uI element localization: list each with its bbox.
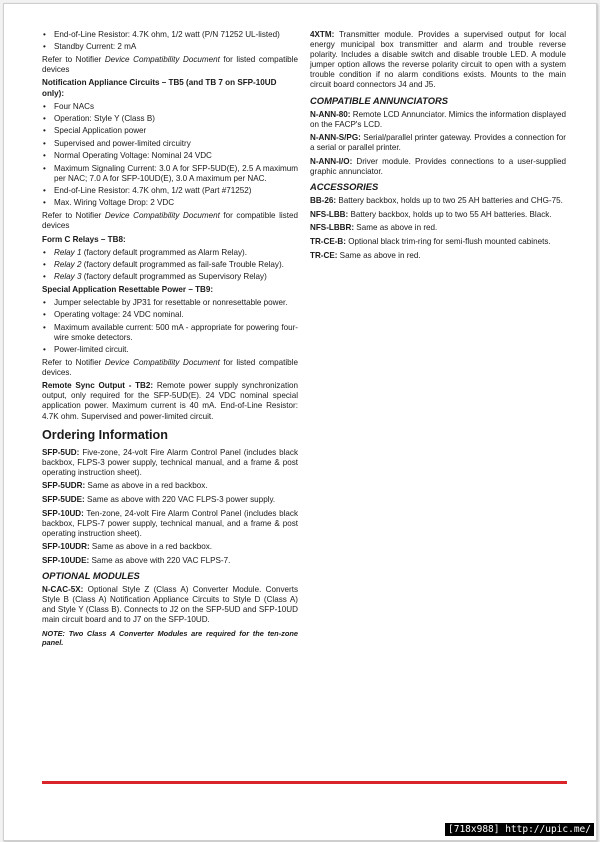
list-item: • Relay 1 (factory default programmed as Alarm Relay). xyxy=(42,248,298,258)
order-item: 4XTM: Transmitter module. Provides a supervised output for local energy municipal box transmitter and alarm and trouble reverse polarity. Includes a disable switch and disable trouble LED. A module jumper option allows the reverse polarity circuit to open with a system trouble condition if no alarm conditions exists. Mounts to the main circuit board connectors J4 and J5. xyxy=(310,30,566,90)
image-size-tag: [718x988] http://upic.me/ xyxy=(445,823,594,836)
list-item: • Relay 3 (factory default programmed as Supervisory Relay) xyxy=(42,272,298,282)
nac-list xyxy=(42,102,298,209)
order-item: N-ANN-80: Remote LCD Annunciator. Mimics the information displayed on the FACP's LCD. xyxy=(310,109,566,129)
list-item: • Normal Operating Voltage: Nominal 24 VDC xyxy=(42,151,298,161)
order-item: N-ANN-S/PG: Serial/parallel printer gateway. Provides a connection for a serial or parallel printer. xyxy=(310,133,566,153)
order-item: SFP-5UDE: Same as above with 220 VAC FLPS-3 power supply. xyxy=(42,495,276,505)
refer-note: Refer to Notifier Device Compatibility Document for listed compatible devices xyxy=(42,54,298,74)
annunciators-heading: COMPATIBLE ANNUNCIATORS xyxy=(310,94,449,106)
list-item: • Special Application power xyxy=(42,126,298,136)
order-item: SFP-10UDR: Same as above in a red backbox. xyxy=(42,542,213,552)
list-item: • End-of-Line Resistor: 4.7K ohm, 1/2 watt (P/N 71252 UL-listed) xyxy=(42,30,298,40)
refer-note: Refer to Notifier Device Compatibility Document for compatible listed devices xyxy=(42,210,298,230)
order-item: SFP-5UDR: Same as above in a red backbox. xyxy=(42,481,208,491)
document-page xyxy=(3,3,597,841)
list-item: • Maximum Signaling Current: 3.0 A for SFP-5UD(E), 2.5 A maximum per NAC; 7.0 A for SFP-10UD(E), 3.0 A maximum per NAC. xyxy=(42,164,298,184)
list-item: • Operation: Style Y (Class B) xyxy=(42,114,298,124)
list-item: • Relay 2 (factory default programmed as fail-safe Trouble Relay). xyxy=(42,260,298,270)
order-item: N-CAC-5X: Optional Style Z (Class A) Converter Module. Converts Style B (Class A) Notification Appliance Circuits to Style D (Class A) and Style Y (Class B). Connects to J2 on the SFP-5UD and SFP-10UD main circuit board and to J7 on the SFP-10UD. xyxy=(42,585,298,625)
order-item: NFS-LBBR: Same as above in red. xyxy=(310,223,438,233)
list-item: • Standby Current: 2 mA xyxy=(42,42,298,52)
list-item: • Four NACs xyxy=(42,102,298,112)
order-item: SFP-5UD: Five-zone, 24-volt Fire Alarm Control Panel (includes black backbox, FLPS-3 power supply, technical manual, and a frame & post operating instruction sheet). xyxy=(42,447,298,477)
order-item: N-ANN-I/O: Driver module. Provides connections to a user-supplied graphic annunciator. xyxy=(310,156,566,177)
relay-list xyxy=(42,248,298,283)
order-item: SFP-10UDE: Same as above with 220 VAC FLPS-7. xyxy=(42,555,231,565)
refer-note: Refer to Notifier Device Compatibility Document for listed compatible devices. xyxy=(42,357,298,377)
order-item: TR-CE: Same as above in red. xyxy=(310,250,421,260)
list-item: • Jumper selectable by JP31 for resettable or nonresettable power. xyxy=(42,298,298,308)
order-item: SFP-10UD: Ten-zone, 24-volt Fire Alarm Control Panel (includes black backbox, FLPS-7 power supply, technical manual, and a frame & post operating instruction sheet). xyxy=(42,508,298,538)
list-item: • End-of-Line Resistor: 4.7K ohm, 1/2 watt (Part #71252) xyxy=(42,186,298,196)
list-item: • Max. Wiring Voltage Drop: 2 VDC xyxy=(42,198,298,208)
list-item: • Maximum available current: 500 mA - appropriate for powering four-wire smoke detectors. xyxy=(42,323,298,343)
order-item: TR-CE-B: Optional black trim-ring for semi-flush mounted cabinets. xyxy=(310,236,551,246)
nac-heading: Notification Appliance Circuits – TB5 (and TB 7 on SFP-10UD only): xyxy=(42,78,277,98)
sap-heading: Special Application Resettable Power – TB9: xyxy=(42,284,214,294)
footer-red-rule xyxy=(42,781,567,784)
list-item: • Supervised and power-limited circuitry xyxy=(42,139,298,149)
list-item: • Operating voltage: 24 VDC nominal. xyxy=(42,310,298,320)
relay-heading: Form C Relays – TB8: xyxy=(42,234,126,244)
optional-modules-heading: OPTIONAL MODULES xyxy=(42,570,140,582)
order-item: BB-26: Battery backbox, holds up to two 25 AH batteries and CHG-75. xyxy=(310,196,563,206)
accessories-heading: ACCESSORIES xyxy=(310,181,379,193)
right-column xyxy=(310,30,566,264)
order-item: NFS-LBB: Battery backbox, holds up to two 55 AH batteries. Black. xyxy=(310,209,552,219)
ten-zone-note: NOTE: Two Class A Converter Modules are required for the ten-zone panel. xyxy=(42,628,298,648)
remote-sync-paragraph: Remote Sync Output - TB2: Remote power supply synchronization output, only required for the SFP-5UD(E). 24 VDC nominal special application power. Maximum current is 40 mA. End-of-Line Resistor: 4.7K ohm. Supervised and power-limited circuit. xyxy=(42,381,298,421)
list-item: • Power-limited circuit. xyxy=(42,345,298,355)
ordering-heading: Ordering Information xyxy=(42,427,168,442)
left-column xyxy=(42,30,298,651)
top-spec-list xyxy=(42,30,298,52)
sap-list xyxy=(42,298,298,355)
